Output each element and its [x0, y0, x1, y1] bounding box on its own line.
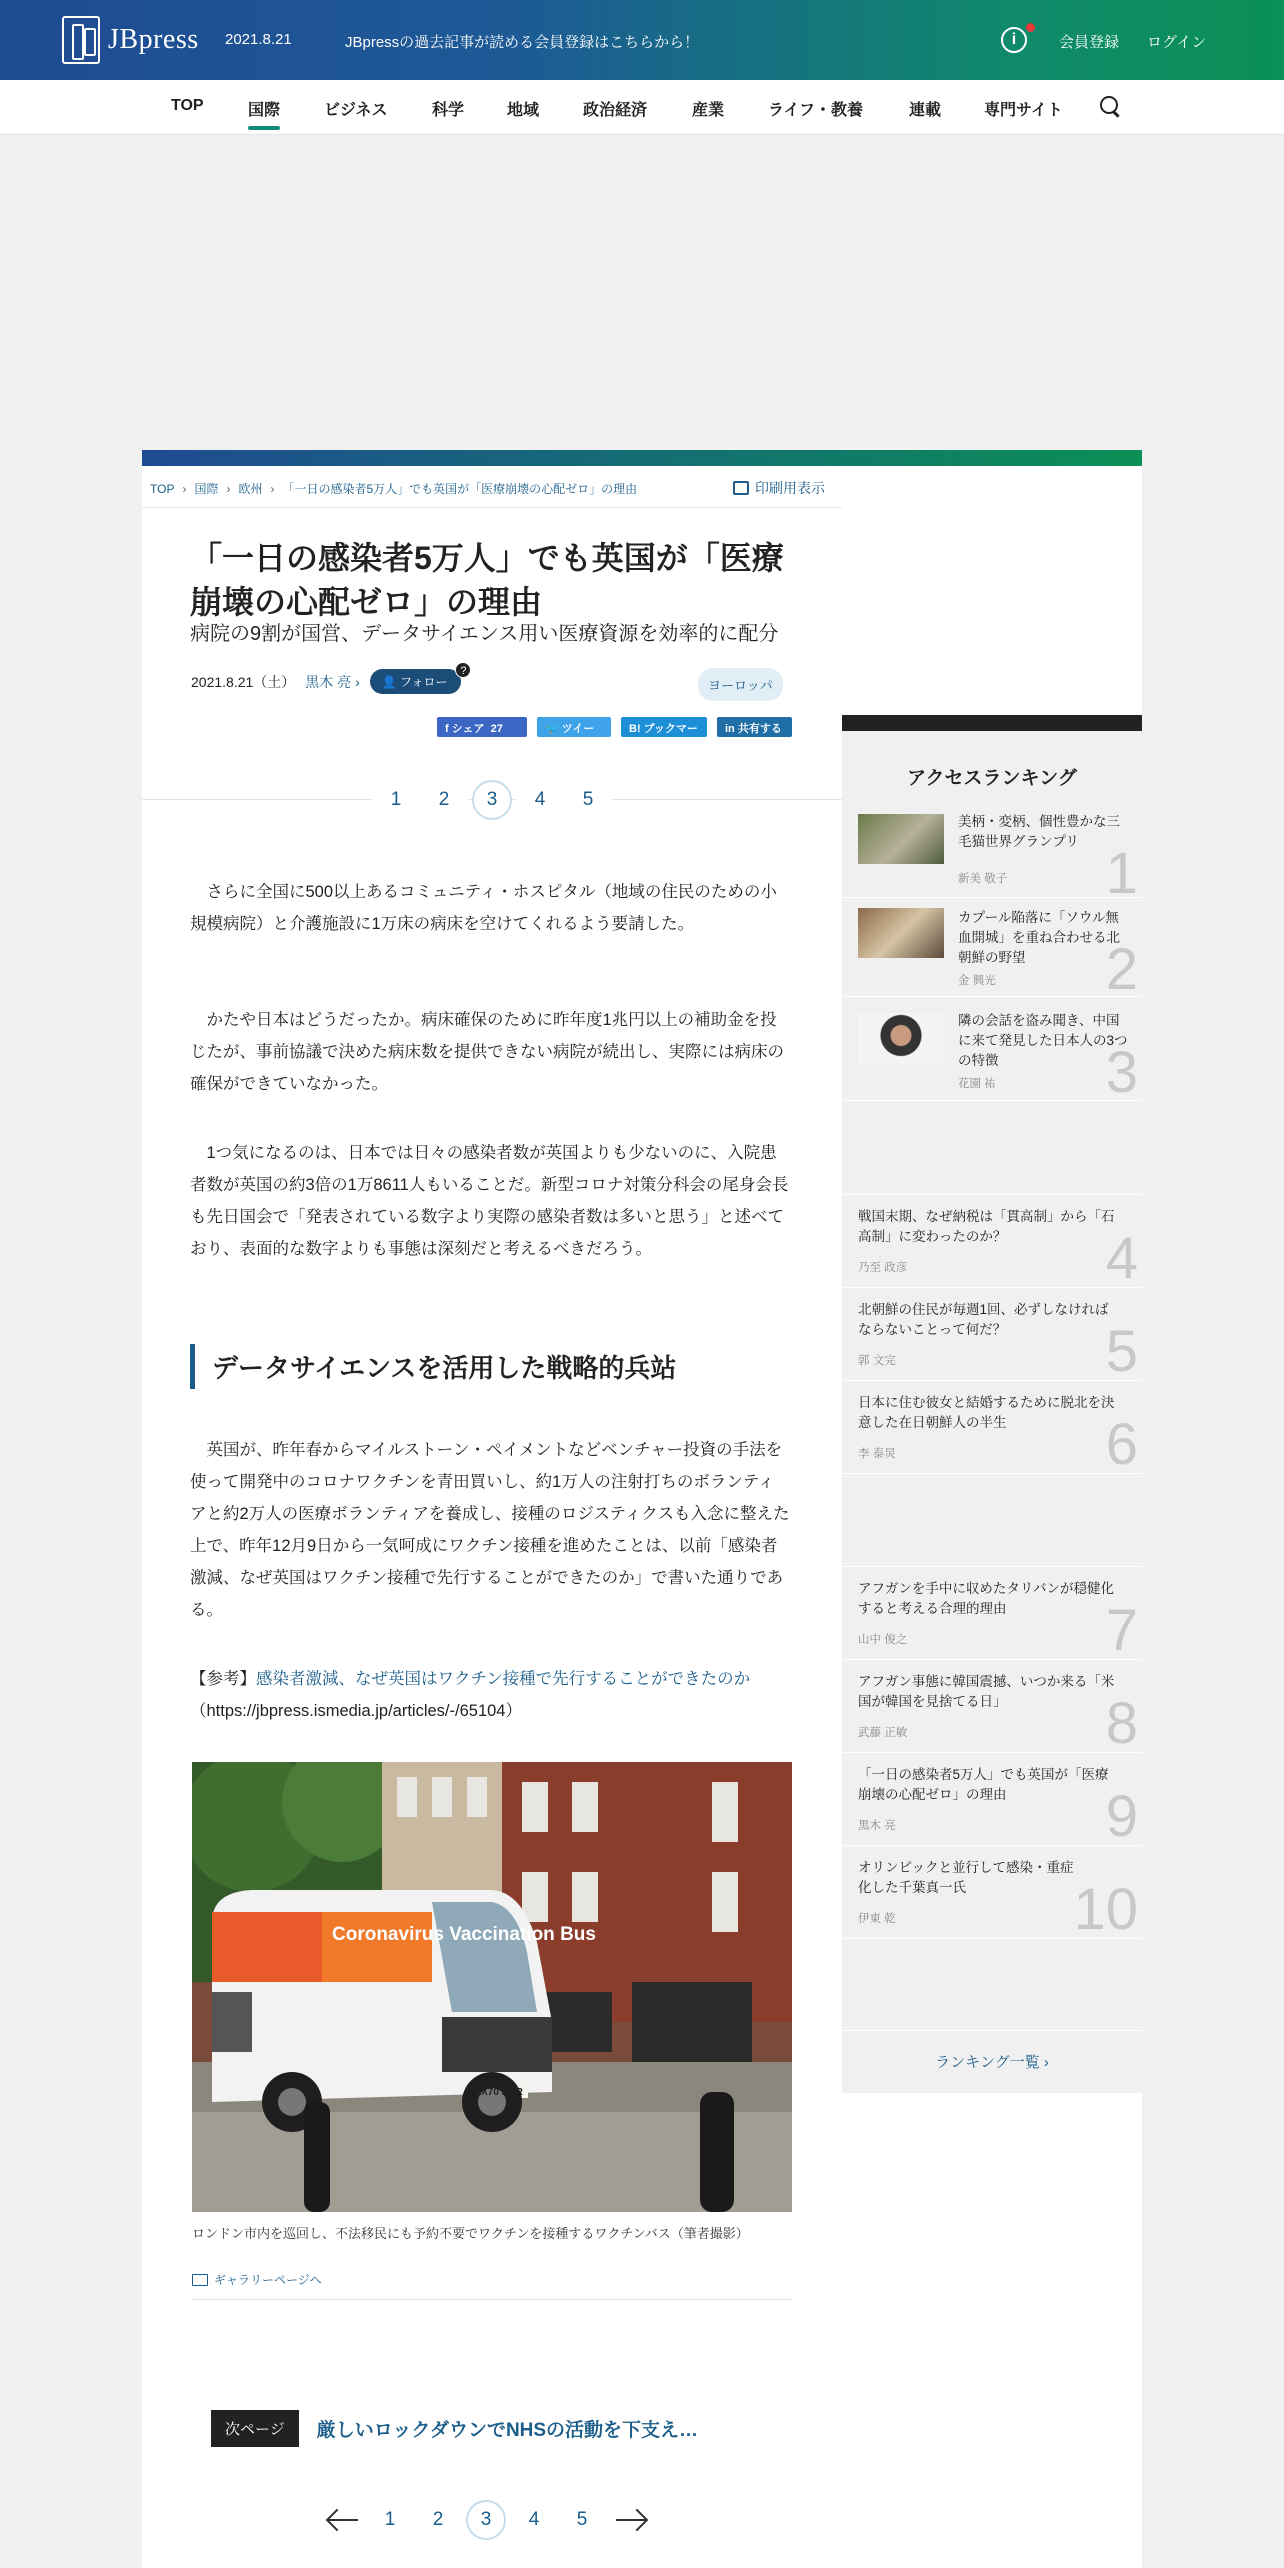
ranking-item[interactable]: 隣の会話を盗み聞き、中国に来て発見した日本人の3つの特徴 花園 祐 3 [842, 997, 1142, 1101]
login-link[interactable]: ログイン [1147, 34, 1207, 51]
notification-dot [1026, 23, 1035, 32]
heading-accent [190, 1344, 195, 1389]
breadcrumb-top[interactable]: TOP [150, 481, 175, 496]
nav-region[interactable]: 地域 [507, 102, 540, 119]
ranking-item[interactable]: カプール陥落に「ソウル無血開城」を重ね合わせる北朝鮮の野望 金 興光 2 [842, 898, 1142, 997]
print-button[interactable] [733, 478, 825, 498]
page-link-current[interactable]: 3 [466, 2500, 506, 2540]
page-link-5[interactable]: 5 [558, 2509, 606, 2531]
site-logo[interactable] [62, 16, 199, 64]
page-link-1[interactable]: 1 [366, 2509, 414, 2531]
jbpress-logo-icon [62, 16, 100, 64]
article-title: 「一日の感染者5万人」でも英国が「医療崩壊の心配ゼロ」の理由 [190, 540, 784, 620]
ranking-item[interactable]: 美柄・変柄、個性豊かな三毛猫世界グランプリ 新美 敬子 1 [842, 800, 1142, 898]
article-date: 2021.8.21（土） [191, 673, 296, 690]
ranking-item[interactable]: オリンピックと並行して感染・重症化した千葉真一氏 伊東 乾 10 [842, 1846, 1142, 1939]
header-date: 2021.8.21 [225, 31, 292, 48]
nav-politics-economy[interactable]: 政治経済 [583, 102, 648, 119]
linkedin-share-button[interactable]: in 共有する [717, 717, 792, 737]
next-page-title: 厳しいロックダウンでNHSの活動を下支え… [316, 2420, 699, 2441]
page-link-current[interactable]: 3 [472, 780, 512, 820]
article-meta [191, 665, 467, 694]
page-link-1[interactable]: 1 [372, 789, 420, 811]
hatena-bookmark-button[interactable]: B! ブックマーク [621, 717, 707, 737]
nav-life-culture[interactable]: ライフ・教養 [768, 102, 864, 119]
article-paragraph: さらに全国に500以上あるコミュニティ・ホスピタル（地域の住民のための小規模病院）と介護施設に1万床の病床を空けてくれるよう要請した。 [190, 883, 777, 933]
nav-top[interactable]: TOP [171, 97, 204, 114]
article-paragraph: 1つ気になるのは、日本では日々の感染者数が英国よりも少ないのに、入院患者数が英国の約3倍の1万8611人もいることだ。新型コロナ対策分科会の尾身会長も先日国会で「発表されている数字より実際の感染者数は多いと思う」と述べており、表面的な数字よりも事態は深刻だと考えるべきだろう。 [190, 1144, 789, 1258]
nav-series[interactable]: 連載 [909, 102, 942, 119]
search-icon[interactable] [1100, 96, 1120, 116]
breadcrumb: TOP › 国際 › 欧州 › 「一日の感染者5万人」でも英国が「医療崩壊の心配ゼロ」の理由 [150, 481, 638, 496]
page-link-2[interactable]: 2 [420, 789, 468, 811]
reference-block [190, 1663, 790, 1727]
bus-sign-text: Coronavirus Vaccination Bus [332, 1924, 596, 1945]
article-paragraph: かたや日本はどうだったか。病床確保のために昨年度1兆円以上の補助金を投じたが、事前協議で決めた病床数を提供できない病院が続出し、実際には病床の確保ができていなかった。 [190, 1011, 784, 1093]
ranking-item[interactable]: 「一日の感染者5万人」でも英国が「医療崩壊の心配ゼロ」の理由 黒木 亮 9 [842, 1753, 1142, 1846]
gallery-link[interactable]: ギャラリーページへ [192, 2271, 322, 2288]
printer-icon [733, 481, 749, 495]
page-link-4[interactable]: 4 [510, 2509, 558, 2531]
ranking-thumbnail [858, 1013, 944, 1063]
ranking-thumbnail [858, 908, 944, 958]
nav-special-sites[interactable]: 専門サイト [984, 102, 1063, 119]
ranking-thumbnail [858, 814, 944, 864]
logo-text: JBpress [108, 24, 199, 55]
breadcrumb-europe[interactable]: 欧州 [238, 482, 263, 496]
photo-caption: ロンドン市内を巡回し、不法移民にも予約不要でワクチンを接種するワクチンバス（筆者撮影） [192, 2226, 749, 2241]
register-promo-link[interactable]: JBpressの過去記事が読める会員登録はこちらから！ [345, 34, 700, 51]
print-label: 印刷用表示 [755, 480, 825, 496]
article-paragraph: 英国が、昨年春からマイルストーン・ペイメントなどベンチャー投資の手法を使って開発中のコロナワクチンを青田買いし、約1万人の注射打ちのボランティアと約2万人の医療ボランティアを養成し、接種のロジスティクスも入念に整えた上で、昨年12月9日から一気呵成にワクチン接種を進めたことは、以前「感染者激減、なぜ英国はワクチン接種で先行することができたのか」で書いた通りである。 [190, 1441, 790, 1619]
follow-button[interactable]: 👤 フォロー ? [370, 669, 462, 694]
ranking-item[interactable]: 日本に住む彼女と結婚するために脱北を決意した在日朝鮮人の半生 李 泰炅 6 [842, 1381, 1142, 1474]
article-subtitle: 病院の9割が国営、データサイエンス用い医療資源を効率的に配分 [190, 623, 779, 645]
notification-icon[interactable]: i [1001, 27, 1027, 53]
author-link[interactable]: 黒木 亮 › [305, 673, 360, 690]
prev-page-arrow-icon[interactable] [318, 2500, 366, 2540]
ranking-item[interactable]: 北朝鮮の住民が毎週1回、必ずしなければならないことって何だ？ 郭 文完 5 [842, 1288, 1142, 1381]
breadcrumb-current[interactable]: 「一日の感染者5万人」でも英国が「医療崩壊の心配ゼロ」の理由 [282, 482, 638, 496]
next-page-label: 次ページ [211, 2410, 299, 2447]
follow-user-icon: 👤 [381, 675, 397, 689]
nav-industry[interactable]: 産業 [692, 102, 725, 119]
nav-business[interactable]: ビジネス [324, 102, 388, 119]
reference-link[interactable]: 感染者激減、なぜ英国はワクチン接種で先行することができたのか [256, 1670, 751, 1688]
site-header [0, 0, 1284, 80]
ranking-ad-slot [842, 1474, 1142, 1567]
next-page-arrow-icon[interactable] [606, 2500, 654, 2540]
breadcrumb-international[interactable]: 国際 [194, 482, 219, 496]
help-icon[interactable]: ? [455, 662, 471, 678]
register-link[interactable]: 会員登録 [1059, 34, 1120, 51]
nav-science[interactable]: 科学 [432, 102, 465, 119]
page-link-2[interactable]: 2 [414, 2509, 462, 2531]
reference-label: 【参考】 [190, 1670, 256, 1688]
next-page-link[interactable] [211, 2410, 698, 2447]
ranking-ad-slot [842, 1101, 1142, 1195]
page-link-4[interactable]: 4 [516, 789, 564, 811]
bus-plate-text: LX70 BVR [475, 2087, 523, 2098]
article-photo[interactable] [192, 1762, 792, 2212]
ranking-title: アクセスランキング [907, 768, 1077, 789]
reference-url: （https://jbpress.ismedia.jp/articles/-/65104） [190, 1702, 522, 1720]
share-buttons [437, 717, 792, 751]
nav-international[interactable]: 国際 [248, 97, 280, 120]
main-nav [0, 80, 1284, 135]
twitter-share-button[interactable]: 🐦 ツイート [537, 717, 611, 737]
topic-tag[interactable]: ヨーロッパ [698, 668, 783, 701]
image-icon [192, 2274, 208, 2286]
ranking-item[interactable]: 戦国末期、なぜ納税は「貫高制」から「石高制」に変わったのか？ 乃至 政彦 4 [842, 1195, 1142, 1288]
content-top-bar [142, 450, 1142, 466]
page-pagination-top [372, 780, 612, 820]
ranking-more-link[interactable]: ランキング一覧 › [842, 2030, 1142, 2093]
page-link-5[interactable]: 5 [564, 789, 612, 811]
facebook-share-button[interactable]: f シェア 27 [437, 717, 527, 737]
page-pagination-bottom [318, 2500, 654, 2540]
ranking-item[interactable]: アフガン事態に韓国震撼、いつか来る「米国が韓国を見捨てる日」 武藤 正敏 8 [842, 1660, 1142, 1753]
section-heading: データサイエンスを活用した戦略的兵站 [212, 1353, 677, 1383]
ranking-item[interactable]: アフガンを手中に収めたタリバンが穏健化すると考える合理的理由 山中 俊之 7 [842, 1567, 1142, 1660]
